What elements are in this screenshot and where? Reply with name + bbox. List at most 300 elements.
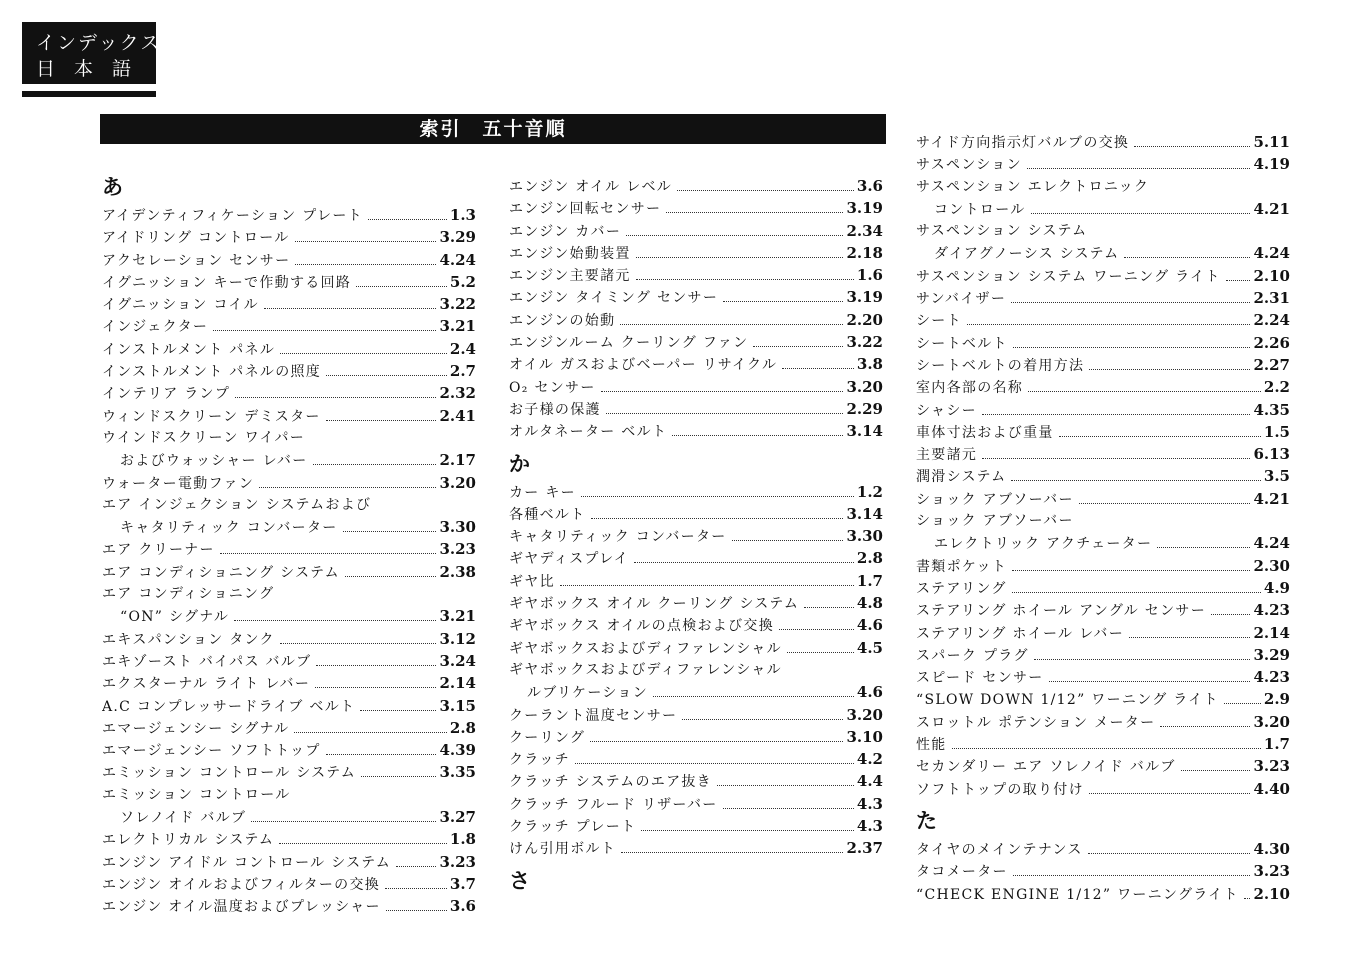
page-number: 4.24 — [1253, 534, 1290, 553]
dot-leader — [606, 412, 844, 414]
dot-leader — [732, 539, 844, 541]
dot-leader — [672, 434, 843, 436]
dot-leader — [1157, 546, 1250, 548]
page-number: 3.6 — [449, 897, 476, 916]
index-entry — [509, 503, 883, 525]
entry-label: シート — [916, 313, 962, 330]
entry-label: エア クリーナー — [102, 542, 215, 559]
dot-leader — [621, 851, 843, 853]
entry-label: ステアリング ホイール アングル センサー — [916, 603, 1206, 620]
index-entry — [509, 420, 883, 442]
dot-leader — [1089, 792, 1251, 794]
page-number: 2.24 — [1253, 311, 1290, 330]
page-number: 3.12 — [439, 629, 476, 648]
page-number: 4.5 — [856, 638, 883, 657]
page-number: 3.10 — [846, 727, 883, 746]
page-number: 3.27 — [439, 808, 476, 827]
entry-label: およびウォッシャー レバー — [120, 453, 308, 470]
page-number: 3.8 — [856, 355, 883, 374]
dot-leader — [601, 390, 844, 392]
dot-leader — [1211, 613, 1250, 615]
dot-leader — [259, 486, 436, 488]
dot-leader — [1124, 256, 1250, 258]
entry-label: サンバイザー — [916, 291, 1007, 308]
section-tab — [22, 22, 162, 84]
index-column-1 — [102, 166, 476, 918]
entry-label: エマージェンシー シグナル — [102, 720, 290, 737]
index-entry — [102, 605, 476, 627]
dot-leader — [220, 552, 437, 554]
entry-label: エミッション コントロール システム — [102, 765, 357, 782]
dot-leader — [345, 575, 437, 577]
page-number: 2.31 — [1253, 289, 1290, 308]
entry-label: エキスパンション タンク — [102, 631, 275, 648]
index-entry — [102, 449, 476, 471]
index-title: 索引 五十音順 — [419, 118, 567, 140]
entry-label: クラッチ フルード リザーバー — [509, 796, 718, 813]
index-entry — [509, 837, 883, 859]
entry-label: ショック アブソーバー — [916, 491, 1074, 508]
entry-label: エンジン タイミング センサー — [509, 290, 719, 307]
page-number: 2.8 — [856, 549, 883, 568]
index-entry — [916, 532, 1290, 554]
index-entry — [102, 695, 476, 717]
section-tab-rule — [22, 91, 156, 97]
index-entry — [916, 599, 1290, 621]
entry-label: コントロール — [934, 201, 1026, 218]
index-entry — [509, 197, 883, 219]
index-entry — [102, 226, 476, 248]
index-entry — [916, 778, 1290, 800]
entry-label: ギヤボックス オイル クーリング システム — [509, 596, 800, 613]
entry-label: クラッチ プレート — [509, 819, 637, 836]
entry-label: エクスターナル ライト レバー — [102, 676, 311, 693]
entry-label: エア コンディショニング システム — [102, 564, 340, 581]
page-number: 2.10 — [1253, 266, 1290, 285]
dot-leader — [396, 865, 436, 867]
dot-leader — [386, 909, 447, 911]
dot-leader — [326, 753, 437, 755]
dot-leader — [1226, 279, 1251, 281]
entry-label: 書類ポケット — [916, 558, 1008, 575]
page-number: 3.15 — [439, 696, 476, 715]
dot-leader — [1027, 167, 1251, 169]
dot-leader — [315, 686, 436, 688]
entry-label: ギヤボックス オイルの点検および交換 — [509, 618, 775, 635]
dot-leader — [753, 345, 843, 347]
index-column-2 — [509, 175, 883, 898]
dot-leader — [295, 240, 437, 242]
page-number: 2.37 — [846, 839, 883, 858]
page-number: 1.3 — [449, 206, 476, 224]
dot-leader — [326, 374, 447, 376]
entry-label: ギヤディスプレイ — [509, 551, 630, 568]
index-entry — [102, 828, 476, 850]
index-column-3 — [916, 131, 1290, 905]
index-entry — [916, 488, 1290, 510]
dot-leader — [952, 747, 1261, 749]
entry-label: 室内各部の名称 — [916, 380, 1024, 397]
section-heading: か — [509, 450, 530, 476]
dot-leader — [677, 189, 854, 191]
index-entry — [102, 739, 476, 761]
entry-label: “CHECK ENGINE 1/12” ワーニングライト — [916, 886, 1239, 903]
index-entry — [916, 265, 1290, 287]
index-entry — [102, 650, 476, 672]
page-number: 2.32 — [439, 384, 476, 403]
dot-leader — [234, 619, 436, 621]
page-number: 1.8 — [449, 830, 476, 849]
entry-label: ウィンドスクリーン デミスター — [102, 408, 321, 425]
index-entry — [916, 666, 1290, 688]
page-number: 4.30 — [1253, 839, 1290, 858]
dot-leader — [787, 651, 854, 653]
dot-leader — [326, 419, 437, 421]
page-number: 2.9 — [1263, 690, 1290, 709]
entry-label: エキゾースト バイパス バルブ — [102, 653, 312, 670]
dot-leader — [356, 285, 447, 287]
dot-leader — [804, 606, 854, 608]
index-entry — [509, 547, 883, 569]
index-entry — [916, 198, 1290, 220]
dot-leader — [1089, 368, 1250, 370]
index-entry — [916, 153, 1290, 175]
dot-leader — [361, 775, 436, 777]
dot-leader — [1160, 725, 1250, 727]
index-entry — [509, 353, 883, 375]
page-number: 2.17 — [439, 451, 476, 470]
index-entry — [916, 443, 1290, 465]
dot-leader — [1011, 301, 1250, 303]
entry-label: エンジン オイル温度およびプレッシャー — [102, 899, 381, 916]
entry-label: セカンダリー エア ソレノイド バルブ — [916, 759, 1176, 776]
index-entry — [916, 555, 1290, 577]
page-number: 2.18 — [846, 243, 883, 262]
entry-label: イグニッション キーで作動する回路 — [102, 274, 352, 291]
page-number: 2.38 — [439, 562, 476, 581]
dot-leader — [620, 323, 843, 325]
index-entry — [916, 131, 1290, 153]
index-entry — [102, 516, 476, 538]
page-number: 3.22 — [439, 295, 476, 314]
dot-leader — [590, 740, 843, 742]
index-entry — [509, 614, 883, 636]
entry-label: アイデンティフィケーション プレート — [102, 208, 363, 224]
page-number: 3.20 — [1253, 712, 1290, 731]
dot-leader — [1013, 346, 1251, 348]
section-heading: さ — [509, 867, 530, 893]
index-entry — [916, 465, 1290, 487]
index-entry — [509, 175, 883, 197]
index-entry — [509, 398, 883, 420]
dot-leader — [280, 352, 447, 354]
index-entry-continued — [509, 659, 883, 681]
dot-leader — [1031, 212, 1251, 214]
dot-leader — [723, 807, 854, 809]
page-number: 2.41 — [439, 406, 476, 425]
page-number: 3.29 — [1253, 645, 1290, 664]
dot-leader — [295, 263, 436, 265]
dot-leader — [967, 323, 1251, 325]
page-number: 3.23 — [439, 540, 476, 559]
entry-label: イグニッション コイル — [102, 297, 259, 314]
entry-label: エア コンディショニング — [102, 586, 275, 603]
page-number: 4.6 — [856, 616, 883, 635]
dot-leader — [779, 628, 854, 630]
page-number: 4.39 — [439, 741, 476, 760]
entry-label: タイヤのメインテナンス — [916, 841, 1083, 858]
index-entry — [102, 628, 476, 650]
index-entry-continued — [102, 494, 476, 516]
entry-label: インストルメント パネルの照度 — [102, 364, 322, 381]
dot-leader — [1088, 852, 1251, 854]
page-number: 1.5 — [1263, 422, 1290, 441]
page-number: 3.24 — [439, 651, 476, 670]
page-number: 4.19 — [1253, 155, 1290, 174]
page-number: 3.7 — [449, 874, 476, 893]
entry-label: キャタリティック コンバーター — [120, 520, 338, 537]
dot-leader — [634, 561, 854, 563]
page-number: 2.30 — [1253, 556, 1290, 575]
page-number: 4.35 — [1253, 400, 1290, 419]
dot-leader — [653, 695, 854, 697]
entry-label: クラッチ システムのエア抜き — [509, 774, 712, 791]
entry-label: 各種ベルト — [509, 506, 586, 523]
page-number: 1.7 — [1263, 735, 1290, 754]
entry-label: お子様の保護 — [509, 401, 601, 418]
index-entry — [102, 851, 476, 873]
page-number: 4.2 — [856, 750, 883, 769]
entry-label: タコメーター — [916, 864, 1008, 881]
page-number: 4.4 — [856, 772, 883, 791]
dot-leader — [581, 495, 854, 497]
dot-leader — [982, 413, 1251, 415]
index-entry — [102, 360, 476, 382]
index-entry — [102, 717, 476, 739]
dot-leader — [360, 709, 436, 711]
page-number: 4.40 — [1253, 779, 1290, 798]
dot-leader — [1134, 145, 1250, 147]
dot-leader — [782, 367, 854, 369]
page-number: 4.9 — [1263, 578, 1290, 597]
page-number: 2.2 — [1263, 378, 1290, 397]
entry-label: スパーク プラグ — [916, 647, 1029, 664]
entry-label: けん引用ボルト — [509, 841, 617, 858]
page-number: 4.23 — [1253, 601, 1290, 620]
index-entry — [509, 748, 883, 770]
dot-leader — [717, 784, 854, 786]
entry-label: エンジンルーム クーリング ファン — [509, 335, 749, 352]
page-number: 2.14 — [1253, 623, 1290, 642]
page-number: 4.3 — [856, 794, 883, 813]
entry-label: ウインドスクリーン ワイパー — [102, 429, 306, 446]
index-entry — [509, 770, 883, 792]
page-number: 2.26 — [1253, 333, 1290, 352]
dot-leader — [636, 278, 854, 280]
page-number: 2.8 — [449, 718, 476, 737]
index-entry — [916, 399, 1290, 421]
dot-leader — [385, 887, 447, 889]
entry-label: エア インジェクション システムおよび — [102, 496, 372, 513]
index-entry — [509, 726, 883, 748]
page-number: 4.24 — [1253, 244, 1290, 263]
page-number: 1.7 — [856, 571, 883, 590]
dot-leader — [280, 642, 437, 644]
page-number: 4.24 — [439, 250, 476, 269]
entry-label: クラッチ — [509, 752, 570, 769]
index-entry — [916, 577, 1290, 599]
entry-label: 主要諸元 — [916, 447, 978, 464]
index-entry — [509, 525, 883, 547]
dot-leader — [1224, 702, 1261, 704]
index-entry — [509, 242, 883, 264]
entry-label: “SLOW DOWN 1/12” ワーニング ライト — [916, 692, 1219, 709]
entry-label: スロットル ポテンション メーター — [916, 714, 1156, 731]
index-entry — [916, 733, 1290, 755]
dot-leader — [279, 842, 447, 844]
page-number: 2.14 — [439, 674, 476, 693]
entry-label: ウォーター電動ファン — [102, 475, 255, 492]
page-number: 4.6 — [856, 683, 883, 702]
index-entry — [509, 681, 883, 703]
dot-leader — [1181, 769, 1251, 771]
index-entry — [916, 711, 1290, 733]
dot-leader — [560, 584, 854, 586]
page-number: 2.29 — [846, 399, 883, 418]
entry-label: キャタリティック コンバーター — [509, 529, 727, 546]
entry-label: スピード センサー — [916, 670, 1044, 687]
entry-label: エンジン回転センサー — [509, 201, 662, 218]
section-tab-language: 日本語 — [36, 58, 151, 80]
page-number: 3.5 — [1263, 467, 1290, 486]
index-entry — [509, 793, 883, 815]
entry-label: エンジン始動装置 — [509, 245, 631, 262]
index-entry — [102, 873, 476, 895]
page-number: 3.19 — [846, 288, 883, 307]
entry-label: ステアリング ホイール レバー — [916, 625, 1125, 642]
page-number: 3.30 — [439, 518, 476, 537]
entry-label: アイドリング コントロール — [102, 230, 290, 247]
section-heading: あ — [102, 174, 123, 199]
dot-leader — [235, 396, 436, 398]
page-number: 5.2 — [449, 272, 476, 291]
entry-label: O₂ センサー — [509, 379, 596, 396]
page-number: 3.19 — [846, 199, 883, 218]
entry-label: ギヤ比 — [509, 573, 555, 590]
page-number: 4.8 — [856, 594, 883, 613]
entry-label: エンジンの始動 — [509, 312, 616, 329]
dot-leader — [682, 718, 843, 720]
page-number: 3.23 — [1253, 862, 1290, 881]
page-number: 3.22 — [846, 333, 883, 352]
index-entry — [102, 806, 476, 828]
index-entry — [102, 271, 476, 293]
entry-label: シャシー — [916, 402, 977, 419]
entry-label: エンジン アイドル コントロール システム — [102, 854, 392, 871]
entry-label: エンジン カバー — [509, 223, 622, 240]
index-entry — [102, 204, 476, 226]
dot-leader — [1013, 874, 1251, 876]
page-number: 3.20 — [439, 473, 476, 492]
entry-label: エマージェンシー ソフトトップ — [102, 743, 321, 760]
index-entry — [102, 315, 476, 337]
index-entry — [509, 637, 883, 659]
index-entry — [509, 704, 883, 726]
entry-label: ソフトトップの取り付け — [916, 781, 1084, 798]
entry-label: ダイアグノーシス システム — [934, 246, 1120, 263]
dot-leader — [1129, 636, 1250, 638]
section-heading: た — [916, 807, 937, 833]
index-entry — [916, 354, 1290, 376]
dot-leader — [251, 820, 436, 822]
page-number: 2.34 — [846, 221, 883, 240]
index-entry-continued — [916, 510, 1290, 532]
index-entry — [102, 338, 476, 360]
page-number: 2.4 — [449, 339, 476, 358]
dot-leader — [1011, 479, 1260, 481]
index-entry — [916, 644, 1290, 666]
page-number: 3.29 — [439, 228, 476, 247]
entry-label: オイル ガスおよびベーパー リサイクル — [509, 357, 778, 374]
entry-label: シートベルトの着用方法 — [916, 357, 1085, 374]
index-entry — [102, 761, 476, 783]
entry-label: クーリング — [509, 729, 586, 746]
entry-label: エンジン オイル レベル — [509, 179, 673, 195]
index-entry — [916, 421, 1290, 443]
page-number: 1.2 — [856, 482, 883, 501]
entry-label: ステアリング — [916, 580, 1007, 597]
index-entry — [916, 332, 1290, 354]
page-number: 2.27 — [1253, 355, 1290, 374]
index-entry — [102, 382, 476, 404]
page-number: 3.30 — [846, 527, 883, 546]
page-number: 6.13 — [1253, 445, 1290, 464]
entry-label: ショック アブソーバー — [916, 513, 1074, 530]
dot-leader — [213, 329, 436, 331]
dot-leader — [591, 517, 844, 519]
index-entry — [102, 895, 476, 917]
entry-label: アクセレーション センサー — [102, 252, 291, 269]
index-entry-continued — [102, 427, 476, 449]
index-entry — [102, 538, 476, 560]
page-number: 4.21 — [1253, 489, 1290, 508]
dot-leader — [294, 731, 446, 733]
dot-leader — [1012, 569, 1250, 571]
index-title-bar — [100, 114, 886, 144]
entry-label: サスペンション エレクトロニック — [916, 178, 1150, 195]
entry-label: エンジン オイルおよびフィルターの交換 — [102, 876, 381, 893]
entry-label: シートベルト — [916, 335, 1008, 352]
entry-label: カー キー — [509, 484, 576, 501]
page-number: 3.14 — [846, 422, 883, 441]
entry-label: 潤滑システム — [916, 469, 1007, 486]
index-entry — [509, 286, 883, 308]
index-entry-continued — [916, 176, 1290, 198]
entry-label: クーラント温度センサー — [509, 707, 678, 724]
index-entry — [102, 249, 476, 271]
index-entry — [916, 688, 1290, 710]
index-entry — [102, 561, 476, 583]
dot-leader — [626, 234, 843, 236]
dot-leader — [636, 256, 844, 258]
dot-leader — [264, 307, 437, 309]
index-entry-continued — [102, 784, 476, 806]
dot-leader — [313, 463, 437, 465]
page-number: 3.6 — [856, 177, 883, 195]
index-entry — [509, 220, 883, 242]
dot-leader — [1079, 502, 1251, 504]
entry-label: サスペンション システム ワーニング ライト — [916, 268, 1221, 285]
